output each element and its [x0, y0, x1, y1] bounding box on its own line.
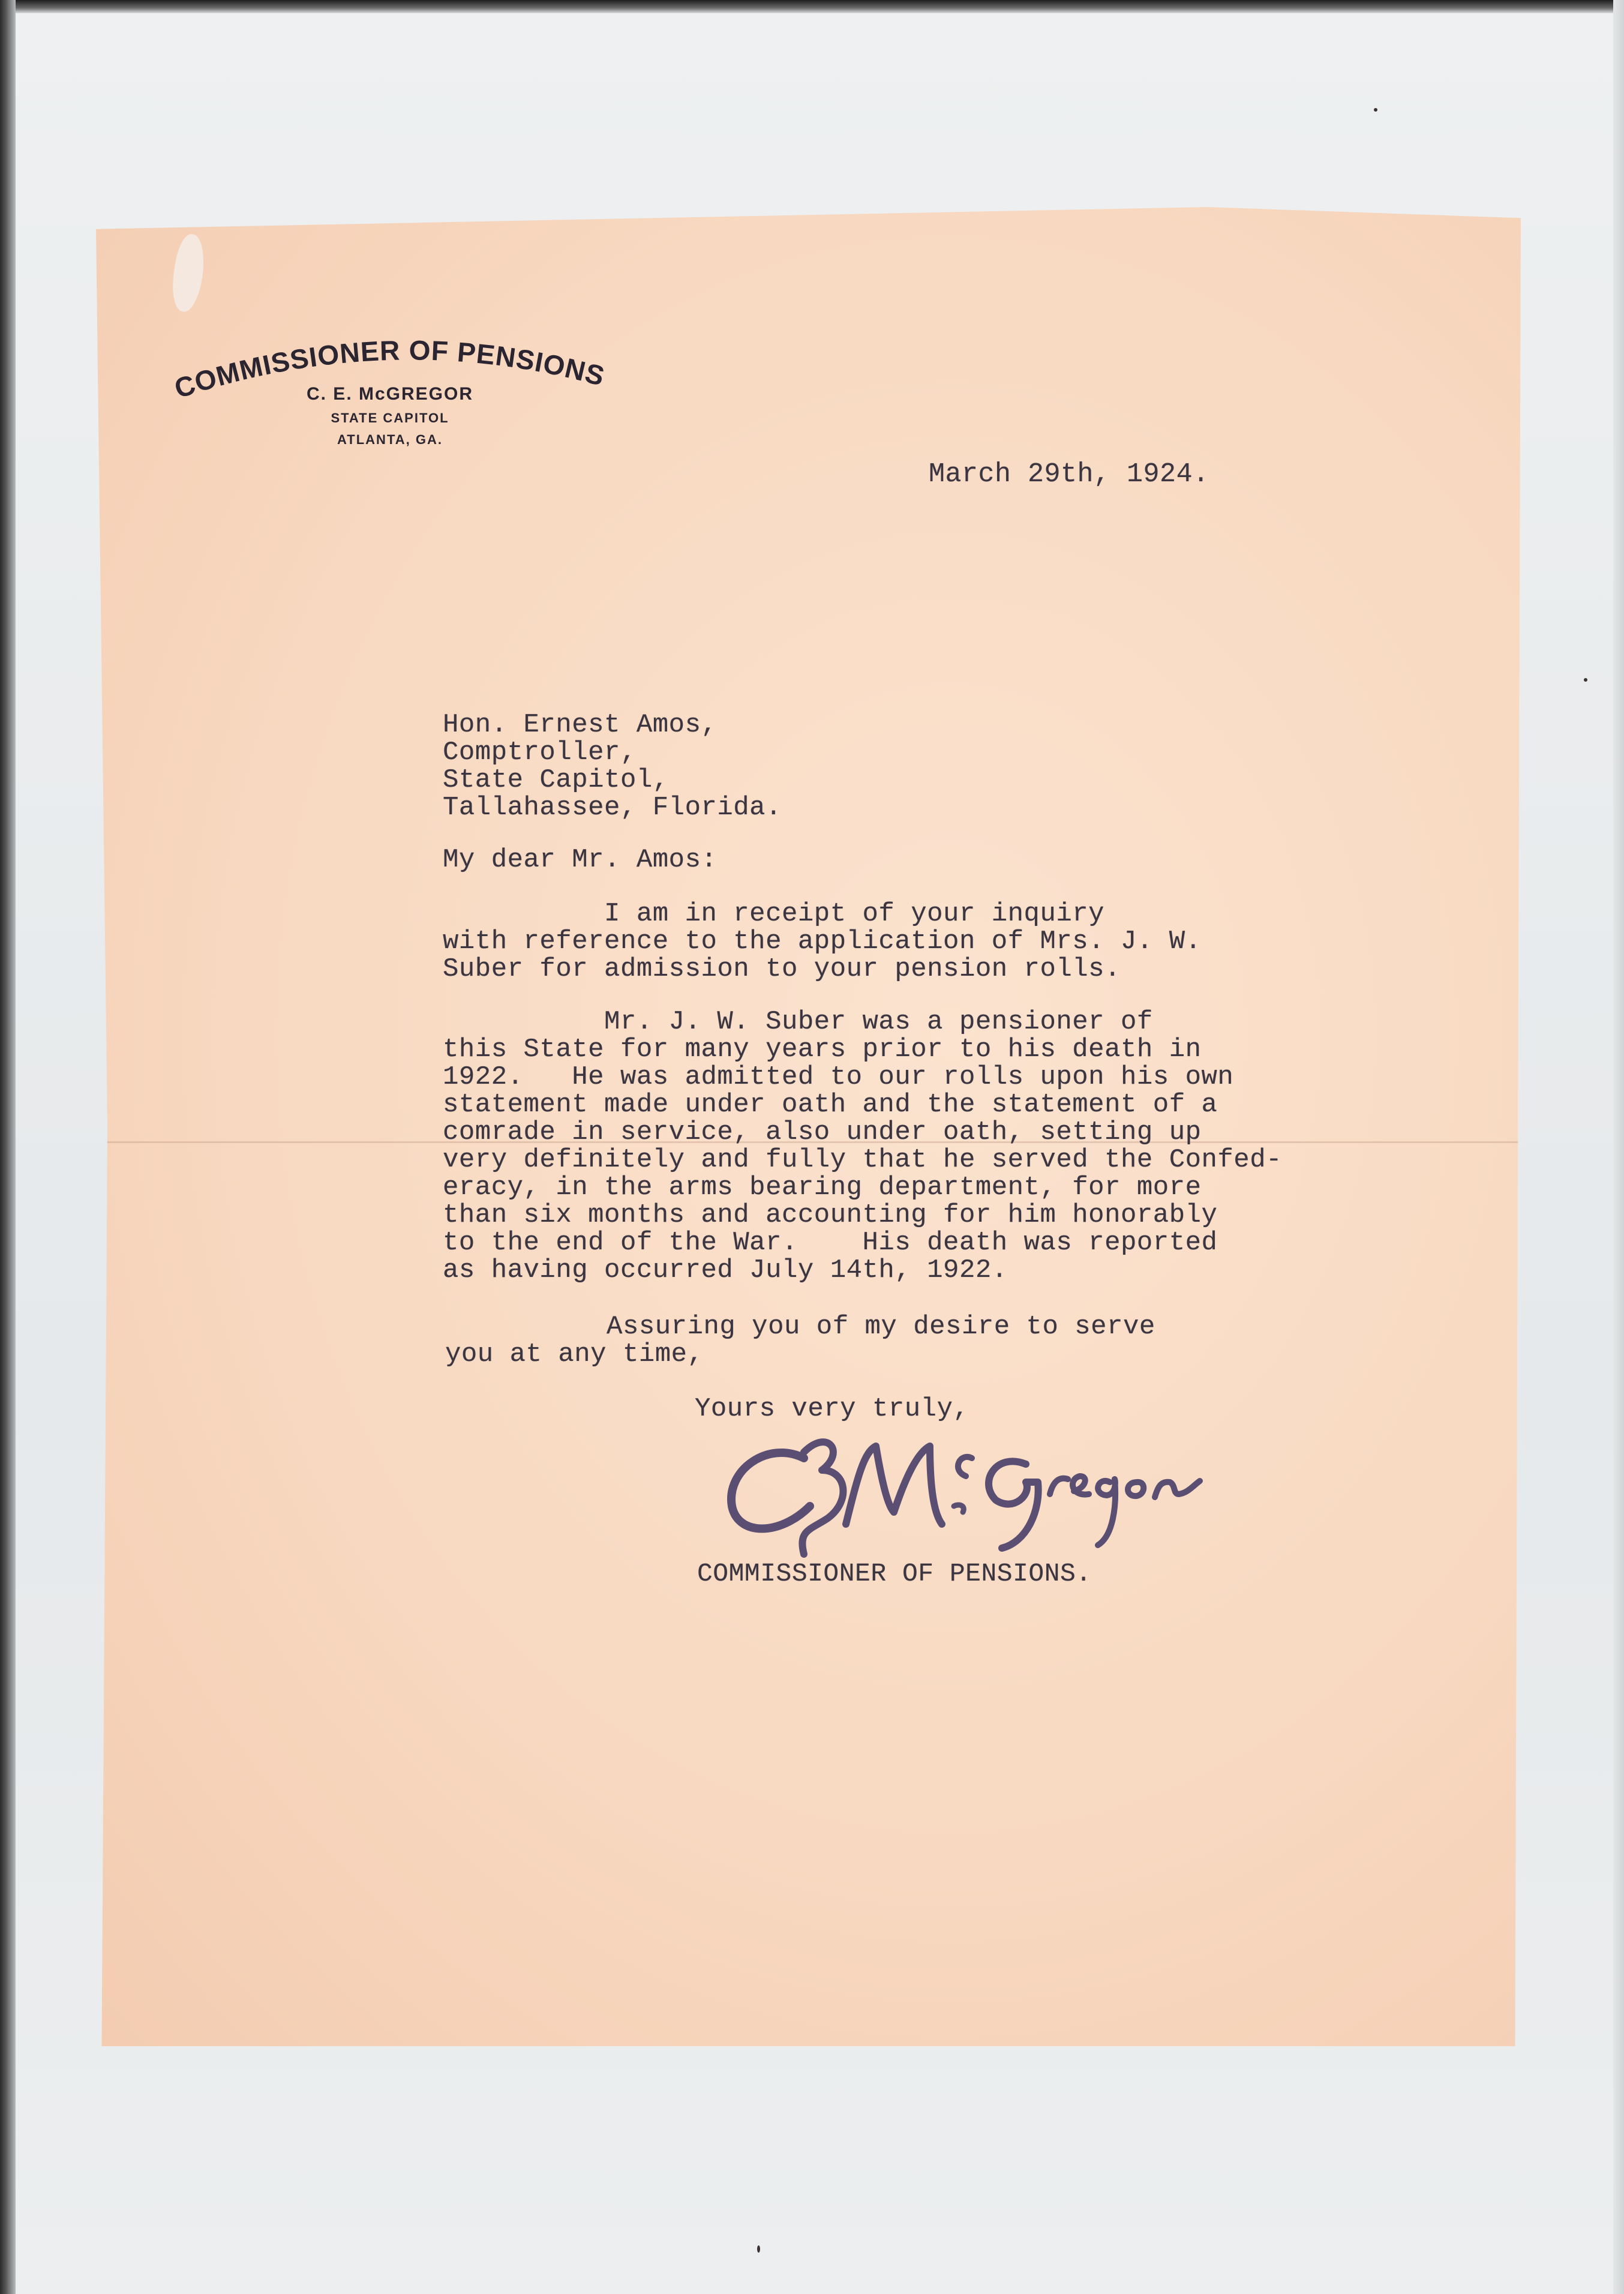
recipient-line1: Hon. Ernest Amos,: [443, 710, 718, 740]
body-paragraph-1: I am in receipt of your inquiry with reference to the application of Mrs. J. W. Suber for admission to your pension rolls.: [443, 899, 1202, 984]
scanner-edge-top: [0, 0, 1624, 13]
paper-speck: [757, 2245, 760, 2253]
signature-title: COMMISSIONER OF PENSIONS.: [697, 1559, 1092, 1588]
letterhead-office: COMMISSIONER OF PENSIONS: [170, 334, 608, 404]
closing: Yours very truly,: [695, 1394, 969, 1424]
recipient-line2: Comptroller,: [443, 737, 637, 767]
recipient-line4: Tallahassee, Florida.: [443, 793, 782, 823]
body-paragraph-3: Assuring you of my desire to serve you at any time,: [445, 1312, 1155, 1369]
recipient-address: [443, 711, 782, 821]
salutation: My dear Mr. Amos:: [443, 845, 718, 875]
letter-date: March 29th, 1924.: [929, 459, 1209, 490]
letterhead-address-line2: ATLANTA, GA.: [337, 432, 443, 447]
scanner-edge-left: [0, 0, 16, 2294]
letterhead-name: C. E. McGREGOR: [306, 384, 474, 404]
body-paragraph-2: Mr. J. W. Suber was a pensioner of this State for many years prior to his death in 1922. He was admitted to our rolls upon his own statement made under oath and the statement of a comrade in service, also under oath, setting up very definitely and fully that he served the Confed- eracy, in the arms bearing department, for more than six months and accounting for him honorably to the end of the War. His death was reported as having occurred July 14th, 1922.: [443, 1007, 1283, 1285]
letterhead-address-line1: STATE CAPITOL: [331, 410, 449, 425]
scanner-edge-right: [1613, 0, 1624, 2294]
signature-drawing: [714, 1416, 1206, 1572]
paper-speck: [1584, 678, 1587, 682]
recipient-line3: State Capitol,: [443, 765, 669, 795]
letterhead: [170, 324, 608, 468]
handwritten-signature: [714, 1416, 1206, 1572]
paper-speck: [1374, 108, 1377, 112]
